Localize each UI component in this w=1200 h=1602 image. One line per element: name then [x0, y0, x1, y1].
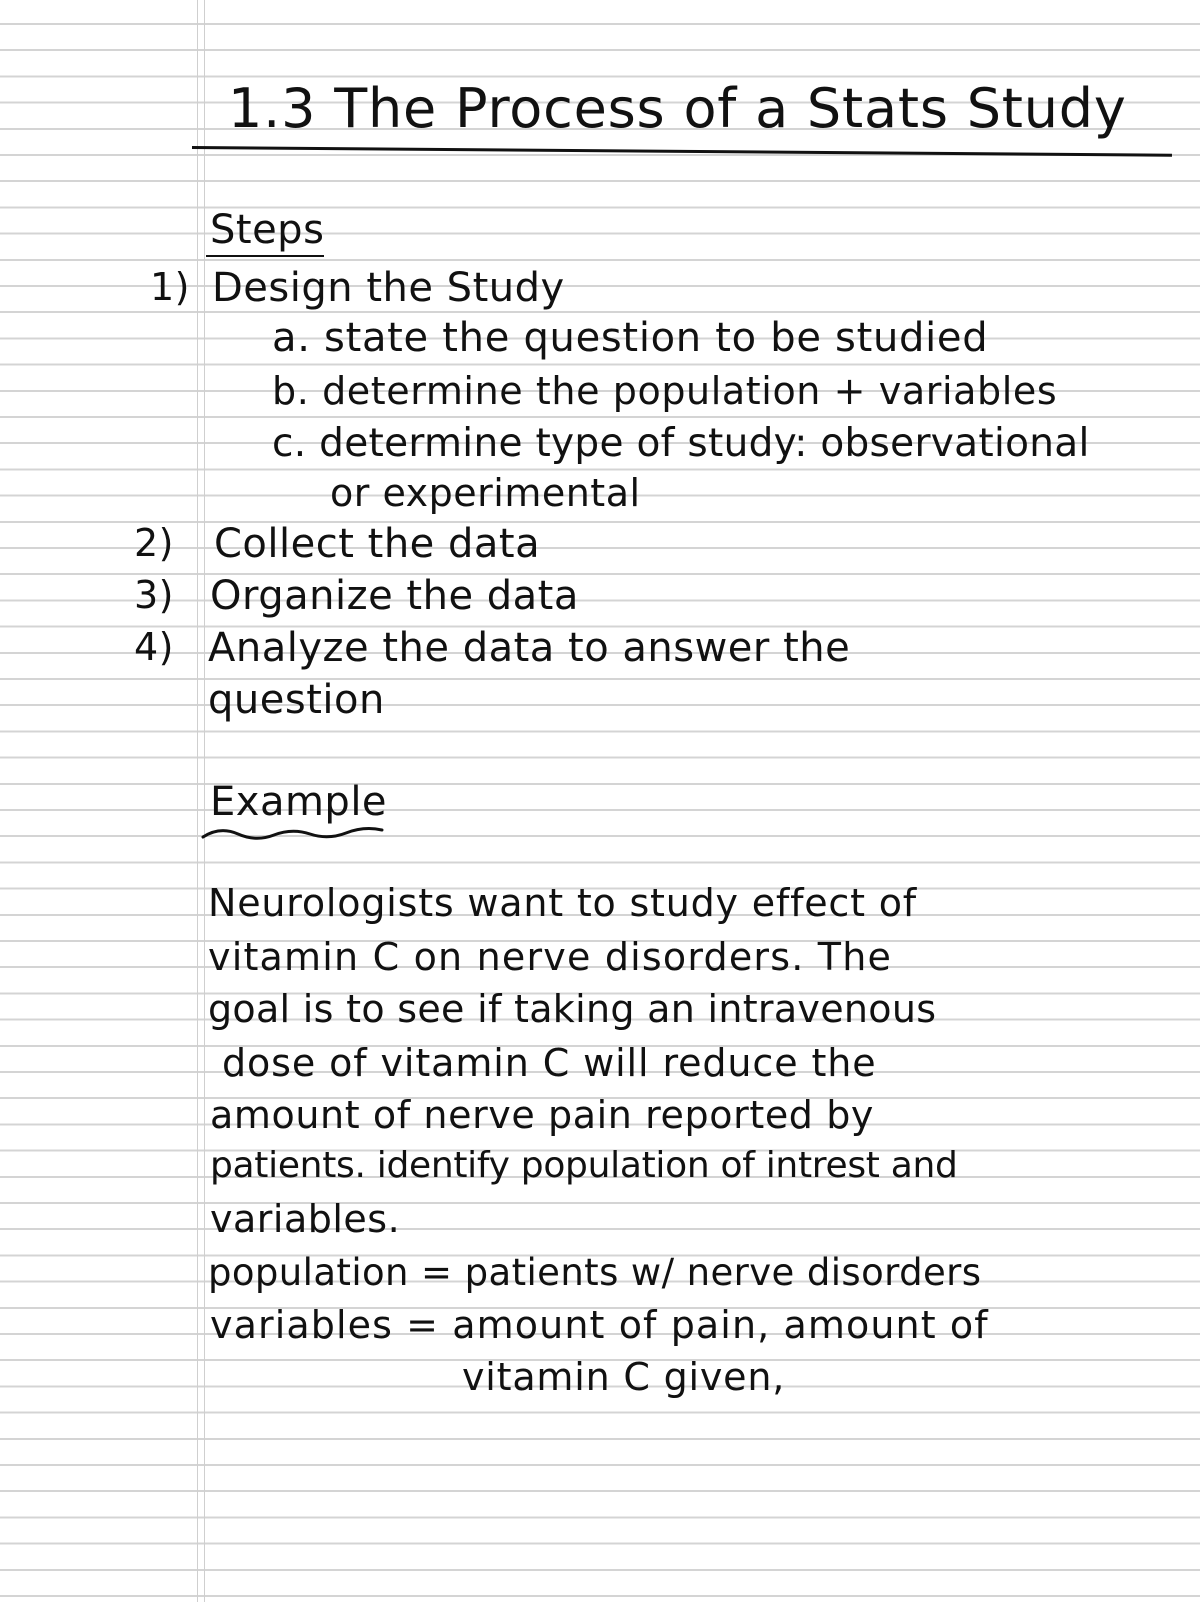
- step-4-label: Analyze the data to answer the: [208, 625, 851, 671]
- example-line-7: variables.: [210, 1197, 401, 1241]
- steps-heading: Steps: [210, 207, 325, 253]
- example-line-6: patients. identify population of intrest and: [210, 1145, 958, 1186]
- step-1-number: 1): [150, 265, 191, 309]
- steps-heading-underline: [206, 255, 324, 257]
- example-line-1: Neurologists want to study effect of: [208, 881, 917, 925]
- step-3-label: Organize the data: [210, 573, 579, 619]
- step-1-sub-c-continued: or experimental: [330, 471, 641, 515]
- step-2-number: 2): [134, 521, 175, 565]
- margin-line: [197, 0, 205, 1602]
- page-title: 1.3 The Process of a Stats Study: [228, 77, 1127, 140]
- step-1-label: Design the Study: [212, 265, 565, 311]
- variables-answer: variables = amount of pain, amount of: [210, 1303, 989, 1347]
- step-1-sub-a: a. state the question to be studied: [272, 315, 989, 361]
- step-1-sub-b: b. determine the population + variables: [272, 369, 1058, 413]
- example-line-2: vitamin C on nerve disorders. The: [208, 935, 893, 979]
- population-answer: population = patients w/ nerve disorders: [208, 1251, 982, 1294]
- step-4-number: 4): [134, 625, 175, 669]
- step-3-number: 3): [134, 573, 175, 617]
- step-2-label: Collect the data: [214, 521, 541, 567]
- step-4-label-continued: question: [208, 677, 385, 723]
- example-line-5: amount of nerve pain reported by: [210, 1093, 875, 1137]
- example-line-3: goal is to see if taking an intravenous: [208, 987, 937, 1031]
- example-line-4: dose of vitamin C will reduce the: [222, 1041, 877, 1085]
- step-1-sub-c: c. determine type of study: observational: [272, 421, 1090, 466]
- variables-answer-continued: vitamin C given,: [462, 1355, 786, 1399]
- title-underline: [192, 146, 1172, 157]
- example-wavy-underline: [200, 820, 390, 846]
- example-heading: Example: [210, 779, 388, 825]
